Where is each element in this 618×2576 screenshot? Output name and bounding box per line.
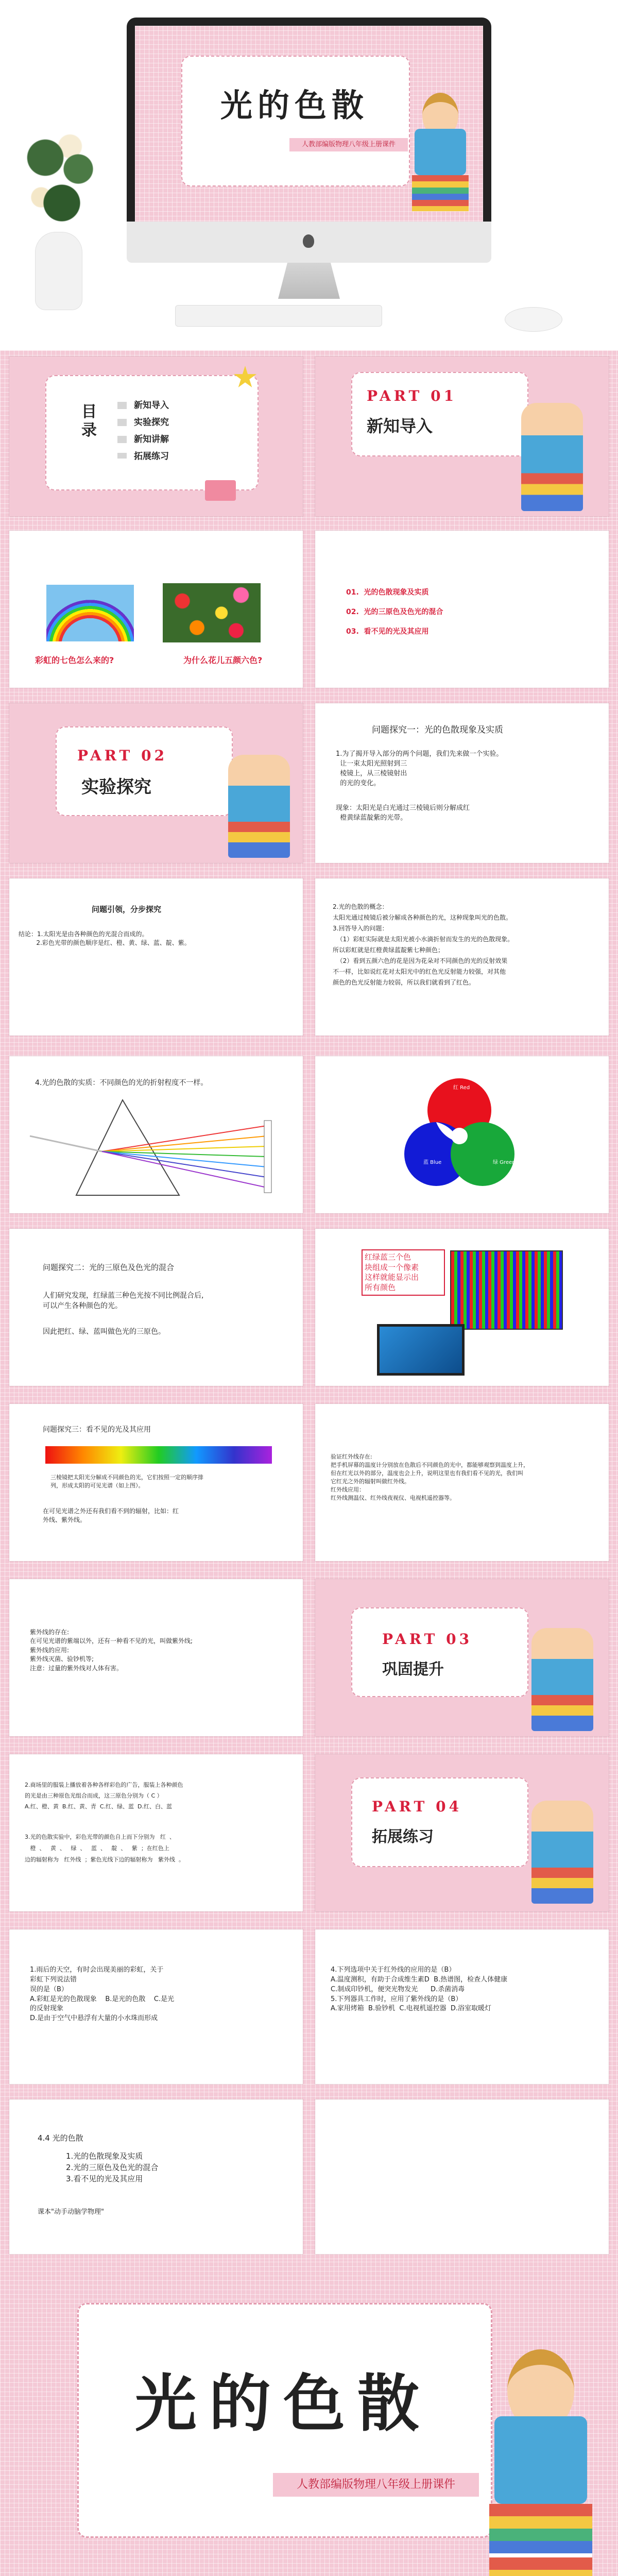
inquiry1-slide: [315, 703, 609, 863]
part02-title: 实验探究: [81, 777, 151, 798]
slide-row-5: [0, 1046, 618, 1221]
part02-slide: [9, 703, 303, 863]
rainbow-photo: [46, 585, 134, 641]
slide-row-3: [0, 696, 618, 871]
prism-slide: [9, 1056, 303, 1213]
intro-list-item-2: 03. 看不见的光及其应用: [346, 628, 429, 636]
intro-photos-slide: [9, 531, 303, 688]
part04-title: 拓展练习: [372, 1828, 434, 1846]
final-cover-slide: [0, 2262, 618, 2576]
slide-row-1: [0, 350, 618, 520]
practice1-question3: 3.光的色散实验中，彩色光带的颜色自上而下分别为 红 、 橙 、 黄 、 绿 、 蓝 、 靛 、 紫 ；在红色上 边的辐射称为 红外线 ；紫色光线下边的辐射称为 紫外线 。: [25, 1834, 184, 1863]
mouse: [505, 307, 562, 332]
venn-label-red: 红 Red: [453, 1085, 470, 1091]
practice2-right-slide: [315, 1929, 609, 2084]
part04-label: PART 04: [372, 1798, 462, 1815]
apple-logo-icon: [303, 234, 314, 248]
cover-subtitle: 人教部编版物理八年级上册课件: [289, 138, 408, 151]
slide-row-9: [0, 1747, 618, 1922]
toc-item-3[interactable]: 拓展练习: [134, 451, 169, 462]
toc-item-0[interactable]: 新知导入: [134, 400, 169, 411]
guide-conclusion: 结论：1.太阳光是由各种颜色的光混合而成的。 2.彩色光带的颜色顺序是红、橙、黄、绿、蓝、靛、紫。: [19, 930, 191, 947]
pixel-grid-image: [450, 1250, 563, 1330]
reading-boy-illustration: [228, 755, 290, 858]
venn-label-blue: 蓝 Blue: [423, 1160, 442, 1165]
toc-item-2[interactable]: 新知讲解: [134, 434, 169, 445]
inquiry2-title: 问题探究二：光的三原色及色光的混合: [43, 1263, 175, 1272]
slide-row-4: [0, 871, 618, 1046]
final-subtitle: 人教部编版物理八年级上册课件: [273, 2473, 479, 2497]
inquiry3-body: 三棱镜把太阳光分解成不同颜色的光，它们按照一定的顺序排 列，形成太阳的可见光谱（如上图）。: [50, 1474, 203, 1489]
essence-text: 4.光的色散的实质：不同颜色的光的折射程度不一样。: [35, 1079, 208, 1087]
inquiry2-conclusion: 因此把红、绿、蓝叫做色光的三原色。: [43, 1328, 165, 1336]
inquiry1-observation: 现象：太阳光是白光通过三棱镜后则分解成红 橙黄绿蓝靛紫的光带。: [336, 804, 470, 822]
practice1-slide: [9, 1754, 303, 1911]
house-icon: [205, 480, 236, 501]
part03-title: 巩固提升: [382, 1660, 444, 1679]
intro-list-slide: [315, 531, 609, 688]
reading-boy-illustration: [531, 1628, 593, 1731]
practice1-question2: 2.商场里的服装上播放着各种各样彩色的广告，服装上各种颜色 的光是由三种原色光组合而成，这三原色分别为（ C ） A.红、橙、黄 B.红、黄、青 C.红、绿、蓝 D.红、白、蓝: [25, 1782, 183, 1810]
practice2-questions4-5: 4.下列选项中关于红外线的应用的是（B） A.温度测积，有助于合成维生素D B.热谱图，检查人体健康 C.制成印钞机，便突光物发光 D.杀菌消毒 5.下列器具工作时，应用了紫外线的是（B） A.家用烤箱 B.验钞机 C.电视机遥控器 D.浴室取暖灯: [331, 1966, 508, 2013]
practice2-question1: 1.雨后的天空，有时会出现美丽的彩虹，关于 彩虹下列说法错 误的是（B） A.彩虹是光的色散现象 B.是光的色散 C.是光 的反射现象 D.是由于空气中悬浮有大量的小水珠而形成: [30, 1966, 175, 2023]
uv-text: 紫外线的存在: 在可见光谱的紫端以外，还有一种看不见的光，叫做紫外线; 紫外线的应用: 紫外线灭菌、验钞机等; 注意：过量的紫外线对人体有害。: [30, 1629, 193, 1672]
flowers-photo: [163, 583, 261, 642]
practice2-left-slide: [9, 1929, 303, 2084]
guide-slide: [9, 878, 303, 1036]
pixel-slide: [315, 1229, 609, 1386]
prism-diagram: [25, 1095, 282, 1203]
reading-boy-illustration: [407, 93, 474, 216]
concept-text: 2.光的色散的概念： 太阳光通过棱镜后被分解成各种颜色的光，这种现象叫光的色散。 3.回答导入的问题： （1）彩虹实际就是太阳光被小水滴折射而发生的光的色散现象。 所以彩虹就是红橙黄绿蓝靛紫七种颜色； （2）看到五颜六色的花是因为花朵对不同颜色的光的反射效果 不一样，比如说红花对太阳光中的红色光反射能力较强，对其他 颜色的色光反射能力较弱，所以我们就看到了红色。: [333, 903, 514, 986]
reading-boy-illustration: [521, 403, 583, 511]
venn-slide: [315, 1056, 609, 1213]
infrared-text: 验证红外线存在: 把手机屏幕的温度计分别放在色散后不同颜色的光中，都能够观察到温度上升， 但在红光以外的部分，温度也会上升，说明这里也有我们看不见的光，我们叫 它红光之外的辐射叫做红外线。 红外线应用： 红外线测温仪、红外线夜视仪、电视机遥控器等。: [331, 1453, 529, 1501]
reading-boy-illustration: [482, 2349, 600, 2576]
uv-slide: [9, 1579, 303, 1736]
pixel-note: 红绿蓝三个色 块组成一个像素 这样就能显示出 所有颜色: [362, 1249, 445, 1296]
slide-row-11: [0, 2092, 618, 2262]
part02-label: PART 02: [77, 747, 168, 764]
toc-heading: 目录: [81, 403, 97, 439]
vase: [35, 232, 82, 310]
spectrum-bar: [45, 1446, 272, 1464]
part03-slide: [315, 1579, 609, 1736]
inquiry2-slide: [9, 1229, 303, 1386]
final-title: 光的色散: [135, 2368, 432, 2440]
inquiry3-end: 在可见光谱之外还有我们看不到的辐射，比如：红 外线、紫外线。: [43, 1507, 179, 1524]
inquiry2-body: 人们研究发现，红绿蓝三种色光按不同比例混合后, 可以产生各种颜色的光。: [43, 1292, 204, 1311]
slide-row-10: [0, 1922, 618, 2092]
blank-slide: [315, 2099, 609, 2254]
guide-title: 问题引领，分步探究: [92, 905, 162, 914]
cover-title: 光的色散: [220, 87, 369, 124]
infrared-slide: [315, 1404, 609, 1561]
intro-list-item-0: 01. 光的色散现象及实质: [346, 588, 429, 597]
summary-items: 1.光的色散现象及实质 2.光的三原色及色光的混合 3.看不见的光及其应用: [66, 2151, 159, 2183]
slide-row-2: [0, 520, 618, 696]
summary-slide: [9, 2099, 303, 2254]
part03-label: PART 03: [382, 1631, 473, 1648]
part01-label: PART 01: [367, 387, 457, 404]
part04-slide: [315, 1754, 609, 1911]
intro-question-flowers: 为什么花儿五颜六色?: [183, 655, 263, 665]
inquiry1-title: 问题探究一：光的色散现象及实质: [372, 725, 503, 735]
cover-section: [0, 0, 618, 340]
plant-leaves: [21, 124, 103, 237]
slide-row-6: [0, 1221, 618, 1396]
concept-slide: [315, 878, 609, 1036]
inquiry3-slide: [9, 1404, 303, 1561]
slide-row-8: [0, 1571, 618, 1747]
keyboard: [175, 305, 382, 327]
monitor-stand: [278, 263, 340, 299]
slide-row-7: [0, 1396, 618, 1571]
summary-title: 4.4 光的色散: [38, 2133, 83, 2143]
intro-list-item-1: 02. 光的三原色及色光的混合: [346, 608, 443, 616]
part01-title: 新知导入: [367, 416, 433, 436]
summary-homework: 课本"动手动脑学物理": [38, 2208, 104, 2216]
intro-question-rainbow: 彩虹的七色怎么来的?: [35, 655, 114, 665]
monitor-photo: [377, 1324, 465, 1376]
inquiry3-title: 问题探究三：看不见的光及其应用: [43, 1426, 151, 1434]
reading-boy-illustration: [531, 1801, 593, 1904]
inquiry1-body: 1.为了揭开导入部分的两个问题，我们先来做一个实验。 让一束太阳光照射到三 棱镜上，从三棱镜射出 的光的变化。: [336, 750, 503, 787]
part01-slide: [315, 357, 609, 516]
toc-item-1[interactable]: 实验探究: [134, 417, 169, 428]
venn-label-green: 绿 Green: [493, 1160, 516, 1165]
